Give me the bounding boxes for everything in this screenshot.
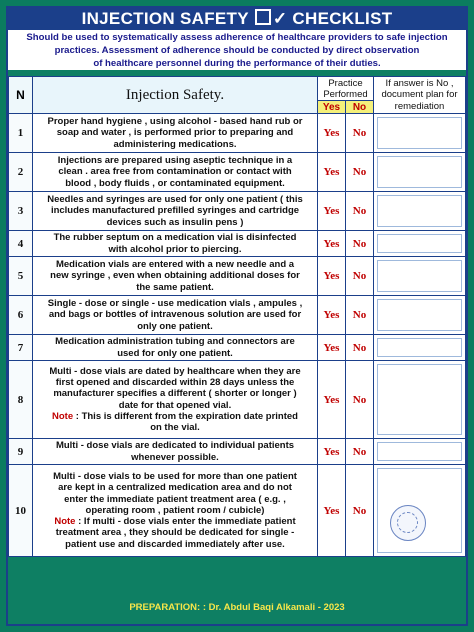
note-text: on the vial. — [150, 421, 200, 433]
row-number: 5 — [9, 257, 33, 296]
task-line: Needles and syringes are used for only one patient ( this — [47, 194, 303, 206]
task-line: Injections are prepared using aseptic technique in a — [57, 155, 293, 167]
yes-option[interactable]: Yes — [318, 114, 346, 153]
no-option[interactable]: No — [346, 257, 374, 296]
checklist-table — [8, 76, 466, 557]
no-option[interactable]: No — [346, 231, 374, 257]
task-line: Medication vials are entered with a new needle and a — [55, 259, 295, 271]
note-text: treatment area , they should be dedicated for single - — [55, 527, 295, 539]
yes-option[interactable]: Yes — [318, 153, 346, 192]
yes-option[interactable]: Yes — [318, 257, 346, 296]
task-line: whenever possible. — [131, 451, 219, 463]
no-option[interactable]: No — [346, 361, 374, 439]
note-label: Note — [54, 516, 76, 528]
header-practice: Practice Performed — [318, 77, 374, 101]
task-line: Multi - dose vials are dated by healthcare when they are — [49, 365, 301, 377]
table-row — [9, 153, 466, 192]
table-row — [9, 296, 466, 335]
task-description — [33, 153, 318, 192]
header-yes: Yes — [318, 101, 346, 114]
remediation-field[interactable] — [377, 364, 462, 435]
task-line: with alcohol prior to piercing. — [108, 243, 242, 255]
row-number: 1 — [9, 114, 33, 153]
task-line: manufacturer specifies a different ( shorter or longer ) — [53, 388, 297, 400]
remediation-cell[interactable] — [374, 335, 466, 361]
row-number: 7 — [9, 335, 33, 361]
title-suffix: CHECKLIST — [292, 9, 393, 28]
task-description — [33, 231, 318, 257]
header-task: Injection Safety. — [33, 77, 318, 114]
remediation-field[interactable] — [377, 234, 462, 253]
yes-option[interactable]: Yes — [318, 439, 346, 465]
remediation-cell[interactable] — [374, 153, 466, 192]
intro-line: Should be used to systematically assess adherence of healthcare providers to safe injection — [26, 32, 448, 43]
task-note-line — [36, 539, 314, 550]
remediation-field[interactable] — [377, 156, 462, 188]
note-text: : This is different from the expiration date printed — [73, 410, 298, 422]
task-note-line — [36, 411, 314, 422]
task-line: enter the immediate patient treatment area ( e.g. , — [64, 493, 286, 505]
intro-text — [8, 30, 466, 70]
task-line: Multi - dose vials to be used for more than one patient — [53, 471, 297, 483]
task-note-line — [36, 422, 314, 433]
table-row — [9, 231, 466, 257]
seal-icon — [390, 505, 426, 541]
remediation-field[interactable] — [377, 338, 462, 357]
yes-option[interactable]: Yes — [318, 465, 346, 557]
row-number: 9 — [9, 439, 33, 465]
task-line: used for only one patient. — [117, 347, 233, 359]
no-option[interactable]: No — [346, 114, 374, 153]
yes-option[interactable]: Yes — [318, 296, 346, 335]
remediation-field[interactable] — [377, 260, 462, 292]
remediation-cell[interactable] — [374, 114, 466, 153]
yes-option[interactable]: Yes — [318, 335, 346, 361]
task-line: Proper hand hygiene , using alcohol - based hand rub or — [47, 116, 303, 128]
no-option[interactable]: No — [346, 296, 374, 335]
table-row — [9, 257, 466, 296]
task-line: Single - dose or single - use medication vials , ampules , — [47, 298, 303, 310]
task-line: operating room , patient room / cubicle) — [85, 504, 265, 516]
row-number: 10 — [9, 465, 33, 557]
task-line: Multi - dose vials are dedicated to individual patients — [55, 440, 295, 452]
no-option[interactable]: No — [346, 439, 374, 465]
table-row — [9, 361, 466, 439]
header-remediation: If answer is No , document plan for remediation — [374, 77, 466, 114]
task-description — [33, 114, 318, 153]
task-description — [33, 296, 318, 335]
intro-line: of healthcare personnel during the performance of their duties. — [93, 58, 381, 69]
no-option[interactable]: No — [346, 153, 374, 192]
task-line: clean . area free from contamination or contact with — [58, 166, 292, 178]
task-line: new syringe , even when obtaining additional doses for — [50, 270, 300, 282]
task-description — [33, 361, 318, 439]
task-line: the same patient. — [136, 281, 214, 293]
task-description — [33, 335, 318, 361]
intro-line: practices. Assessment of adherence should be conducted by direct observation — [54, 45, 420, 56]
task-line: includes manufactured prefilled syringes and cartridge — [50, 205, 300, 217]
task-line: date for that opened vial. — [118, 399, 232, 411]
remediation-field[interactable] — [377, 195, 462, 227]
row-number: 3 — [9, 192, 33, 231]
checkmark-icon: ✓ — [272, 9, 288, 28]
checkbox-icon — [255, 9, 271, 25]
no-option[interactable]: No — [346, 465, 374, 557]
header-no: No — [346, 101, 374, 114]
task-line: Medication administration tubing and connectors are — [55, 336, 295, 348]
task-line: devices such as insulin pens ) — [106, 216, 244, 228]
yes-option[interactable]: Yes — [318, 361, 346, 439]
remediation-field[interactable] — [377, 299, 462, 331]
task-line: and bags or bottles of intravenous solution are used for — [48, 309, 302, 321]
row-number: 8 — [9, 361, 33, 439]
yes-option[interactable]: Yes — [318, 231, 346, 257]
table-row — [9, 335, 466, 361]
remediation-field[interactable] — [377, 442, 462, 461]
task-line: are kept in a centralized medication area and do not — [58, 482, 292, 494]
note-text: patient use and discarded immediately after use. — [65, 538, 285, 550]
task-description — [33, 257, 318, 296]
footer-preparation: PREPARATION: : Dr. Abdul Baqi Alkamali - 2023 — [129, 602, 345, 613]
task-note-line — [36, 516, 314, 527]
task-description — [33, 465, 318, 557]
note-text: : If multi - dose vials enter the immediate patient — [75, 516, 296, 528]
no-option[interactable]: No — [346, 192, 374, 231]
remediation-cell[interactable] — [374, 361, 466, 439]
remediation-cell[interactable] — [374, 296, 466, 335]
task-line: only one patient. — [137, 320, 213, 332]
task-description — [33, 439, 318, 465]
task-description — [33, 192, 318, 231]
task-note-line — [36, 527, 314, 538]
task-line: blood , body fluids , or contaminated equipment. — [65, 177, 285, 189]
task-line: soap and water , is performed prior to preparing and — [56, 127, 294, 139]
row-number: 2 — [9, 153, 33, 192]
note-label: Note — [52, 410, 74, 422]
page-title — [8, 8, 466, 30]
title-text: INJECTION SAFETY — [81, 9, 249, 28]
header-n: N — [9, 77, 33, 114]
row-number: 6 — [9, 296, 33, 335]
remediation-field[interactable] — [377, 117, 462, 149]
no-option[interactable]: No — [346, 335, 374, 361]
task-line: first opened and discarded within 28 days unless the — [55, 377, 295, 389]
table-row — [9, 439, 466, 465]
task-line: The rubber septum on a medication vial is disinfected — [53, 232, 297, 244]
task-line: administering medications. — [113, 138, 237, 150]
remediation-cell[interactable] — [374, 257, 466, 296]
row-number: 4 — [9, 231, 33, 257]
remediation-cell[interactable] — [374, 231, 466, 257]
remediation-cell[interactable] — [374, 192, 466, 231]
yes-option[interactable]: Yes — [318, 192, 346, 231]
table-row — [9, 192, 466, 231]
table-row — [9, 114, 466, 153]
remediation-cell[interactable] — [374, 439, 466, 465]
